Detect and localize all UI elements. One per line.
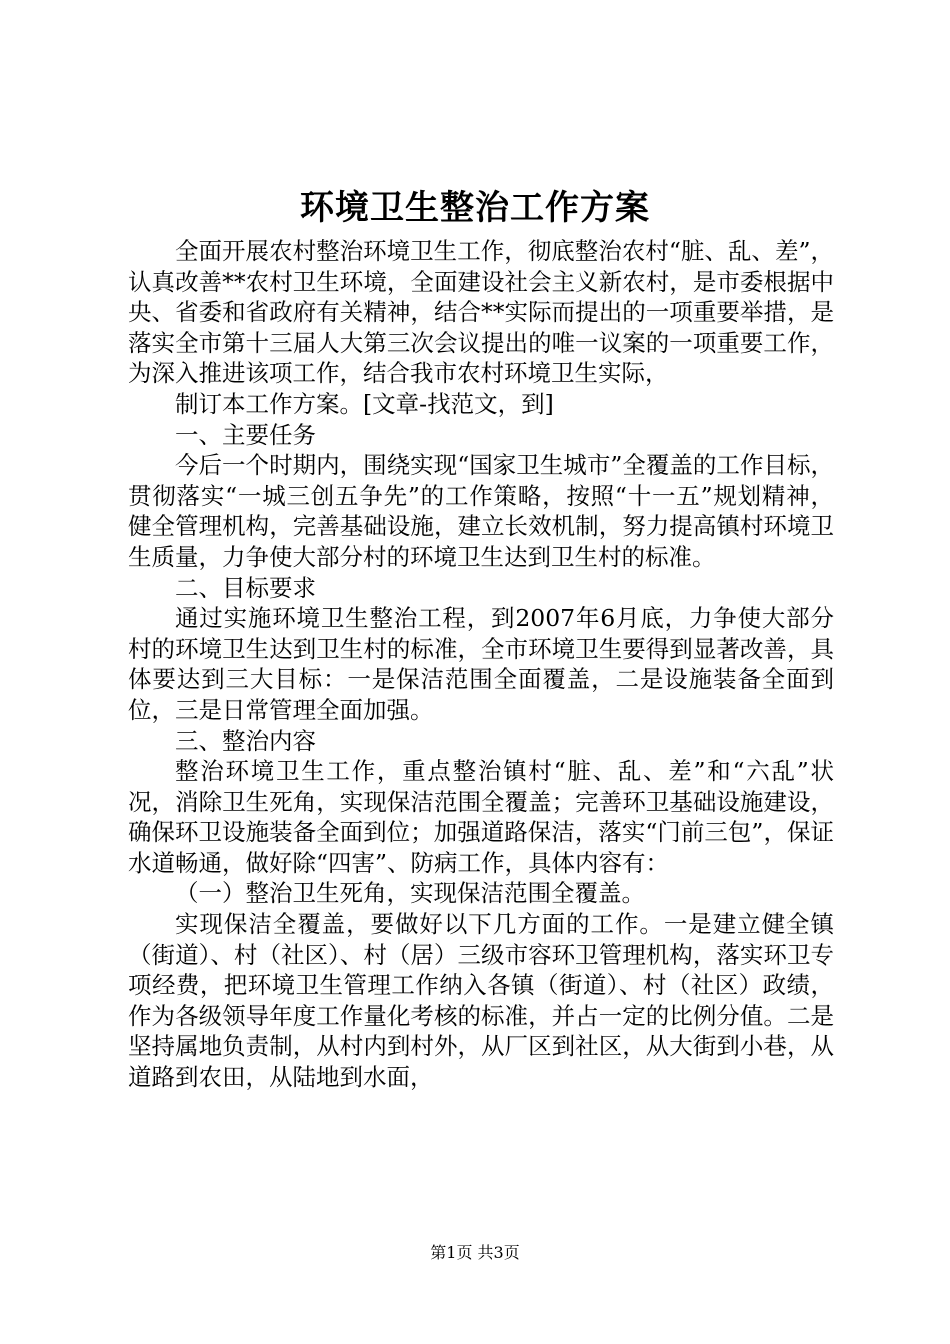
page-footer: 第1页 共3页: [430, 1243, 520, 1262]
section-heading-content: 三、整治内容: [175, 726, 316, 755]
paragraph-subsection-1: 实现保洁全覆盖，要做好以下几方面的工作。一是建立健全镇（街道）、村（社区）、村（居）三级市容环卫管理机构，落实环卫专项经费，把环境卫生管理工作纳入各镇（街道）、村（社区）政绩，作为各级领导年度工作量化考核的标准，并占一定的比例分值。二是坚持属地负责制，从村内到村外，从厂区到社区，从大街到小巷，从道路到农田，从陆地到水面，: [128, 910, 834, 1092]
paragraph-intro-continued: 制订本工作方案。[文章-找范文，到]: [175, 389, 554, 418]
document-body: [128, 236, 834, 1093]
document-title: 环境卫生整治工作方案: [300, 188, 650, 228]
paragraph-goals: 通过实施环境卫生整治工程，到2007年6月底，力争使大部分村的环境卫生达到卫生村的标准，全市环境卫生要得到显著改善，具体要达到三大目标：一是保洁范围全面覆盖，二是设施装备全面到位，三是日常管理全面加强。: [128, 604, 834, 724]
paragraph-content: 整治环境卫生工作，重点整治镇村“脏、乱、差”和“六乱”状况，消除卫生死角，实现保洁范围全覆盖；完善环卫基础设施建设，确保环卫设施装备全面到位；加强道路保洁，落实“门前三包”，保证水道畅通，做好除“四害”、防病工作，具体内容有：: [128, 757, 834, 877]
section-heading-goals: 二、目标要求: [175, 573, 316, 602]
paragraph-main-tasks: 今后一个时期内，围绕实现“国家卫生城市”全覆盖的工作目标，贯彻落实“一城三创五争先”的工作策略，按照“十一五”规划精神，健全管理机构，完善基础设施，建立长效机制，努力提高镇村环境卫生质量，力争使大部分村的环境卫生达到卫生村的标准。: [128, 451, 834, 571]
section-heading-main-tasks: 一、主要任务: [175, 420, 316, 449]
subsection-heading-1: （一）整治卫生死角，实现保洁范围全覆盖。: [175, 879, 645, 908]
paragraph-intro: 全面开展农村整治环境卫生工作，彻底整治农村“脏、乱、差”，认真改善**农村卫生环境，全面建设社会主义新农村，是市委根据中央、省委和省政府有关精神，结合**实际而提出的一项重要举措，是落实全市第十三届人大第三次会议提出的唯一议案的一项重要工作，为深入推进该项工作，结合我市农村环境卫生实际，: [128, 237, 834, 388]
